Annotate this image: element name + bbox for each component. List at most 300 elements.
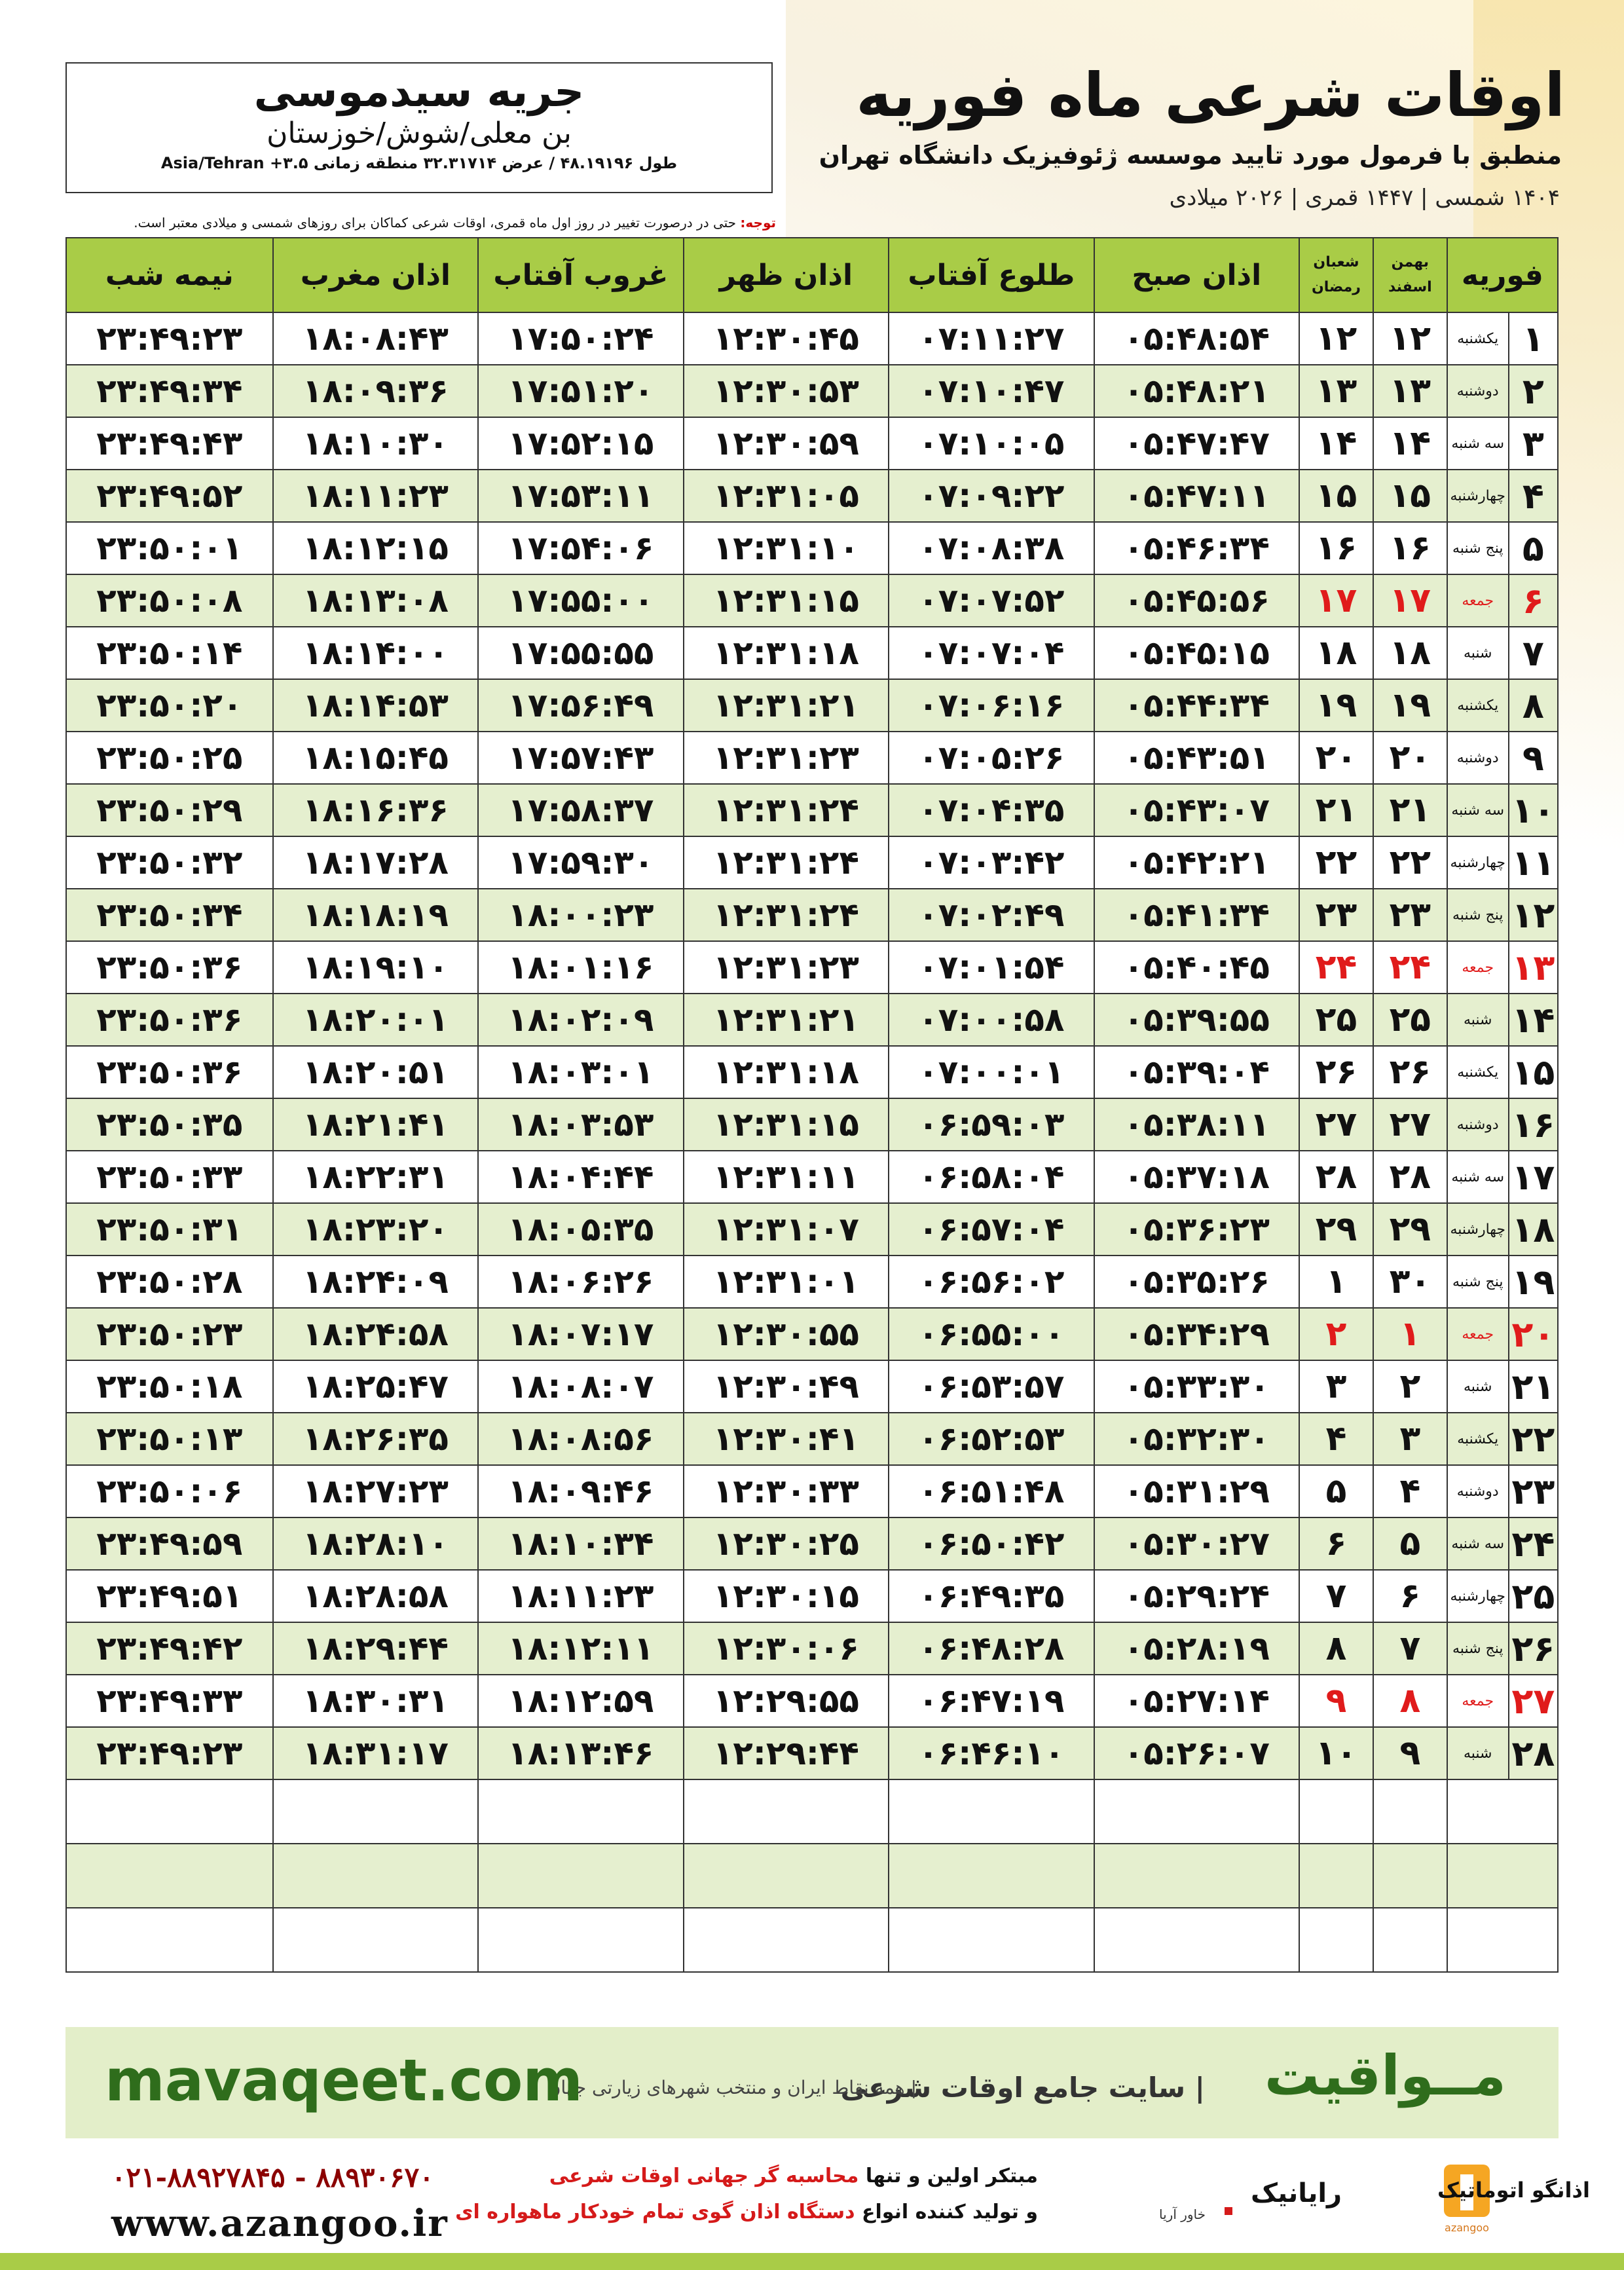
table-row <box>66 994 1558 1046</box>
shamsi-day: ۲۵ <box>1373 994 1447 1046</box>
fajr-time: ۰۵:۴۴:۳۴ <box>1094 679 1299 732</box>
maghrib-time: ۱۸:۱۹:۱۰ <box>273 941 478 994</box>
dhuhr-time: ۱۲:۳۱:۱۸ <box>684 627 889 679</box>
fajr-time: ۰۵:۳۱:۲۹ <box>1094 1465 1299 1517</box>
day-number: ۱۱ <box>1509 836 1558 889</box>
fajr-time: ۰۵:۴۵:۱۵ <box>1094 627 1299 679</box>
sunset-time: ۱۸:۱۳:۴۶ <box>478 1727 683 1779</box>
shamsi-day: ۱۲ <box>1373 312 1447 365</box>
day-number: ۲۶ <box>1509 1622 1558 1675</box>
fajr-time: ۰۵:۴۰:۴۵ <box>1094 941 1299 994</box>
sunset-time: ۱۷:۵۱:۲۰ <box>478 365 683 417</box>
sunset-time: ۱۸:۰۷:۱۷ <box>478 1308 683 1360</box>
fajr-time: ۰۵:۳۹:۰۴ <box>1094 1046 1299 1098</box>
weekday: جمعه <box>1447 1308 1509 1360</box>
weekday: شنبه <box>1447 994 1509 1046</box>
weekday: پنج شنبه <box>1447 1622 1509 1675</box>
empty-cell <box>66 1908 273 1972</box>
day-number: ۱۵ <box>1509 1046 1558 1098</box>
sunset-time: ۱۸:۱۲:۱۱ <box>478 1622 683 1675</box>
table-row <box>66 627 1558 679</box>
weekday: شنبه <box>1447 1727 1509 1779</box>
maghrib-time: ۱۸:۲۴:۵۸ <box>273 1308 478 1360</box>
page-subtitle: منطبق با فرمول مورد تایید موسسه ژئوفیزیک دانشگاه تهران <box>819 141 1562 170</box>
azangoo-logo-text: اذانگو اتوماتیک <box>1437 2178 1590 2203</box>
day-number: ۹ <box>1509 732 1558 784</box>
table-row <box>66 1622 1558 1675</box>
weekday: جمعه <box>1447 574 1509 627</box>
day-number: ۲ <box>1509 365 1558 417</box>
day-number: ۲۲ <box>1509 1413 1558 1465</box>
empty-cell <box>273 1779 478 1844</box>
maghrib-time: ۱۸:۲۵:۴۷ <box>273 1360 478 1413</box>
header-fajr: اذان صبح <box>1094 238 1299 312</box>
sunrise-time: ۰۷:۰۵:۲۶ <box>889 732 1094 784</box>
sunrise-time: ۰۶:۵۹:۰۳ <box>889 1098 1094 1151</box>
qamari-day: ۸ <box>1299 1622 1373 1675</box>
sunrise-time: ۰۶:۴۸:۲۸ <box>889 1622 1094 1675</box>
sunrise-time: ۰۷:۰۴:۳۵ <box>889 784 1094 836</box>
shamsi-day: ۲۹ <box>1373 1203 1447 1256</box>
location-name: جریه سیدموسی <box>253 68 585 117</box>
fajr-time: ۰۵:۴۳:۵۱ <box>1094 732 1299 784</box>
weekday: چهارشنبه <box>1447 1570 1509 1622</box>
fajr-time: ۰۵:۲۸:۱۹ <box>1094 1622 1299 1675</box>
fajr-time: ۰۵:۴۳:۰۷ <box>1094 784 1299 836</box>
empty-cell <box>684 1908 889 1972</box>
dhuhr-time: ۱۲:۳۰:۴۵ <box>684 312 889 365</box>
header-midnight: نیمه شب <box>66 238 273 312</box>
shamsi-day: ۶ <box>1373 1570 1447 1622</box>
dhuhr-time: ۱۲:۳۰:۵۹ <box>684 417 889 470</box>
day-number: ۱۷ <box>1509 1151 1558 1203</box>
sunrise-time: ۰۶:۵۷:۰۴ <box>889 1203 1094 1256</box>
midnight-time: ۲۳:۵۰:۳۲ <box>66 836 273 889</box>
day-number: ۱۴ <box>1509 994 1558 1046</box>
dhuhr-time: ۱۲:۳۱:۲۴ <box>684 836 889 889</box>
sunrise-time: ۰۷:۰۳:۴۲ <box>889 836 1094 889</box>
empty-cell <box>1447 1844 1558 1908</box>
dhuhr-time: ۱۲:۳۰:۰۶ <box>684 1622 889 1675</box>
sunrise-time: ۰۶:۴۶:۱۰ <box>889 1727 1094 1779</box>
shamsi-day: ۱۳ <box>1373 365 1447 417</box>
weekday: پنج شنبه <box>1447 1256 1509 1308</box>
sunset-time: ۱۷:۵۴:۰۶ <box>478 522 683 574</box>
qamari-day: ۲ <box>1299 1308 1373 1360</box>
qamari-day: ۱۲ <box>1299 312 1373 365</box>
sunrise-time: ۰۷:۰۹:۲۲ <box>889 470 1094 522</box>
location-coords: طول ۴۸.۱۹۱۹۶ / عرض ۳۲.۳۱۷۱۴ منطقه زمانی ۳.۵+ Asia/Tehran <box>160 154 678 172</box>
table-row <box>66 941 1558 994</box>
weekday: چهارشنبه <box>1447 1203 1509 1256</box>
empty-cell <box>1373 1908 1447 1972</box>
day-number: ۱۸ <box>1509 1203 1558 1256</box>
sunset-time: ۱۸:۰۳:۵۳ <box>478 1098 683 1151</box>
empty-cell <box>1094 1844 1299 1908</box>
dhuhr-time: ۱۲:۳۱:۲۳ <box>684 941 889 994</box>
maghrib-time: ۱۸:۲۰:۰۱ <box>273 994 478 1046</box>
qamari-day: ۵ <box>1299 1465 1373 1517</box>
sunset-time: ۱۸:۰۳:۰۱ <box>478 1046 683 1098</box>
sunset-time: ۱۸:۰۵:۳۵ <box>478 1203 683 1256</box>
phone-numbers: ۰۲۱-۸۸۹۲۷۸۴۵ - ۸۸۹۳۰۶۷۰ <box>111 2161 434 2193</box>
calendar-years: ۱۴۰۴ شمسی | ۱۴۴۷ قمری | ۲۰۲۶ میلادی <box>1169 185 1560 211</box>
advert-line-1-text: مبتکر اولین و تنها <box>858 2165 1038 2187</box>
sunset-time: ۱۸:۱۰:۳۴ <box>478 1517 683 1570</box>
sunrise-time: ۰۷:۱۰:۰۵ <box>889 417 1094 470</box>
header-shamsi <box>1373 238 1447 312</box>
shamsi-day: ۱۴ <box>1373 417 1447 470</box>
empty-cell <box>1299 1844 1373 1908</box>
empty-cell <box>1373 1779 1447 1844</box>
empty-cell <box>684 1779 889 1844</box>
maghrib-time: ۱۸:۱۸:۱۹ <box>273 889 478 941</box>
shamsi-day: ۷ <box>1373 1622 1447 1675</box>
weekday: یکشنبه <box>1447 1046 1509 1098</box>
empty-cell <box>1094 1779 1299 1844</box>
weekday: جمعه <box>1447 941 1509 994</box>
header-dhuhr: اذان ظهر <box>684 238 889 312</box>
maghrib-time: ۱۸:۳۰:۳۱ <box>273 1675 478 1727</box>
shamsi-day: ۲ <box>1373 1360 1447 1413</box>
midnight-time: ۲۳:۵۰:۲۵ <box>66 732 273 784</box>
location-box <box>65 62 773 193</box>
table-row <box>66 417 1558 470</box>
midnight-time: ۲۳:۴۹:۵۹ <box>66 1517 273 1570</box>
empty-cell <box>1094 1908 1299 1972</box>
shamsi-day: ۱۷ <box>1373 574 1447 627</box>
dhuhr-time: ۱۲:۳۱:۰۷ <box>684 1203 889 1256</box>
weekday: یکشنبه <box>1447 312 1509 365</box>
maghrib-time: ۱۸:۱۰:۳۰ <box>273 417 478 470</box>
header-qamari <box>1299 238 1373 312</box>
sunset-time: ۱۸:۰۸:۰۷ <box>478 1360 683 1413</box>
dhuhr-time: ۱۲:۳۱:۰۱ <box>684 1256 889 1308</box>
table-row <box>66 1151 1558 1203</box>
day-number: ۲۷ <box>1509 1675 1558 1727</box>
brand-slogan-secondary: | همه نقاط ایران و منتخب شهرهای زیارتی جهان <box>547 2077 917 2098</box>
qamari-day: ۷ <box>1299 1570 1373 1622</box>
dhuhr-time: ۱۲:۳۱:۱۵ <box>684 1098 889 1151</box>
day-number: ۱۲ <box>1509 889 1558 941</box>
sunrise-time: ۰۷:۰۶:۱۶ <box>889 679 1094 732</box>
header-maghrib: اذان مغرب <box>273 238 478 312</box>
sunset-time: ۱۷:۵۹:۳۰ <box>478 836 683 889</box>
shamsi-day: ۲۰ <box>1373 732 1447 784</box>
qamari-day: ۴ <box>1299 1413 1373 1465</box>
dhuhr-time: ۱۲:۳۱:۲۳ <box>684 732 889 784</box>
table-row <box>66 470 1558 522</box>
dhuhr-time: ۱۲:۳۱:۱۰ <box>684 522 889 574</box>
empty-cell <box>1299 1779 1373 1844</box>
shamsi-day: ۱۶ <box>1373 522 1447 574</box>
weekday: دوشنبه <box>1447 732 1509 784</box>
table-row <box>66 522 1558 574</box>
fajr-time: ۰۵:۴۷:۱۱ <box>1094 470 1299 522</box>
table-row <box>66 1360 1558 1413</box>
qamari-day: ۱ <box>1299 1256 1373 1308</box>
empty-cell <box>1447 1779 1558 1844</box>
sunset-time: ۱۷:۵۷:۴۳ <box>478 732 683 784</box>
weekday: پنج شنبه <box>1447 522 1509 574</box>
azangoo-logo <box>1283 2158 1590 2237</box>
day-number: ۶ <box>1509 574 1558 627</box>
dhuhr-time: ۱۲:۳۰:۱۵ <box>684 1570 889 1622</box>
sunset-time: ۱۸:۰۴:۴۴ <box>478 1151 683 1203</box>
midnight-time: ۲۳:۴۹:۳۴ <box>66 365 273 417</box>
midnight-time: ۲۳:۵۰:۲۳ <box>66 1308 273 1360</box>
fajr-time: ۰۵:۴۶:۳۴ <box>1094 522 1299 574</box>
fajr-time: ۰۵:۳۶:۲۳ <box>1094 1203 1299 1256</box>
midnight-time: ۲۳:۵۰:۳۶ <box>66 1046 273 1098</box>
weekday: یکشنبه <box>1447 1413 1509 1465</box>
sunset-time: ۱۸:۰۱:۱۶ <box>478 941 683 994</box>
fajr-time: ۰۵:۴۵:۵۶ <box>1094 574 1299 627</box>
midnight-time: ۲۳:۵۰:۳۴ <box>66 889 273 941</box>
day-number: ۱۶ <box>1509 1098 1558 1151</box>
fajr-time: ۰۵:۴۷:۴۷ <box>1094 417 1299 470</box>
azangoo-logo-sub: azangoo <box>1445 2222 1489 2234</box>
empty-row <box>66 1779 1558 1844</box>
sunset-time: ۱۸:۱۱:۲۳ <box>478 1570 683 1622</box>
maghrib-time: ۱۸:۱۶:۳۶ <box>273 784 478 836</box>
day-number: ۷ <box>1509 627 1558 679</box>
day-number: ۲۱ <box>1509 1360 1558 1413</box>
sunset-time: ۱۸:۱۲:۵۹ <box>478 1675 683 1727</box>
weekday: دوشنبه <box>1447 365 1509 417</box>
day-number: ۱۰ <box>1509 784 1558 836</box>
day-number: ۵ <box>1509 522 1558 574</box>
brand-logo-text: مــواقیت <box>1264 2043 1506 2108</box>
shamsi-day: ۱۸ <box>1373 627 1447 679</box>
empty-cell <box>66 1779 273 1844</box>
empty-cell <box>1447 1908 1558 1972</box>
dhuhr-time: ۱۲:۳۰:۵۵ <box>684 1308 889 1360</box>
midnight-time: ۲۳:۵۰:۰۶ <box>66 1465 273 1517</box>
sunrise-time: ۰۷:۰۰:۵۸ <box>889 994 1094 1046</box>
shamsi-day: ۵ <box>1373 1517 1447 1570</box>
shamsi-day: ۹ <box>1373 1727 1447 1779</box>
maghrib-time: ۱۸:۲۸:۱۰ <box>273 1517 478 1570</box>
rayanik-logo-text: رایانیک <box>1251 2178 1342 2208</box>
dhuhr-time: ۱۲:۳۰:۲۵ <box>684 1517 889 1570</box>
fajr-time: ۰۵:۲۹:۲۴ <box>1094 1570 1299 1622</box>
empty-cell <box>889 1908 1094 1972</box>
maghrib-time: ۱۸:۲۳:۲۰ <box>273 1203 478 1256</box>
midnight-time: ۲۳:۵۰:۲۰ <box>66 679 273 732</box>
advert-line-2-highlight: دستگاه اذان گوی تمام خودکار ماهواره ای <box>455 2201 855 2223</box>
sunrise-time: ۰۶:۵۸:۰۴ <box>889 1151 1094 1203</box>
table-header-row <box>66 238 1558 312</box>
fajr-time: ۰۵:۲۷:۱۴ <box>1094 1675 1299 1727</box>
fajr-time: ۰۵:۳۴:۲۹ <box>1094 1308 1299 1360</box>
sunrise-time: ۰۶:۵۱:۴۸ <box>889 1465 1094 1517</box>
qamari-day: ۲۰ <box>1299 732 1373 784</box>
maghrib-time: ۱۸:۲۸:۵۸ <box>273 1570 478 1622</box>
table-row <box>66 1675 1558 1727</box>
qamari-day: ۲۷ <box>1299 1098 1373 1151</box>
note-label: توجه: <box>740 215 776 231</box>
table-row <box>66 1517 1558 1570</box>
empty-row <box>66 1908 1558 1972</box>
note-text: حتی در درصورت تغییر در روز اول ماه قمری، اوقات شرعی کماکان برای روزهای شمسی و میلادی معتبر است. <box>134 215 741 231</box>
sunrise-time: ۰۷:۱۱:۲۷ <box>889 312 1094 365</box>
empty-cell <box>273 1908 478 1972</box>
sunrise-time: ۰۷:۱۰:۴۷ <box>889 365 1094 417</box>
shamsi-day: ۸ <box>1373 1675 1447 1727</box>
rayanik-logo <box>1113 2161 1342 2233</box>
midnight-time: ۲۳:۵۰:۰۸ <box>66 574 273 627</box>
header-sunrise: طلوع آفتاب <box>889 238 1094 312</box>
qamari-day: ۲۴ <box>1299 941 1373 994</box>
midnight-time: ۲۳:۵۰:۰۱ <box>66 522 273 574</box>
midnight-time: ۲۳:۵۰:۱۸ <box>66 1360 273 1413</box>
dhuhr-time: ۱۲:۳۱:۲۱ <box>684 679 889 732</box>
qamari-day: ۲۲ <box>1299 836 1373 889</box>
maghrib-time: ۱۸:۱۴:۵۳ <box>273 679 478 732</box>
shamsi-day: ۳ <box>1373 1413 1447 1465</box>
shamsi-day: ۲۷ <box>1373 1098 1447 1151</box>
sunrise-time: ۰۶:۴۹:۳۵ <box>889 1570 1094 1622</box>
sunset-time: ۱۸:۰۹:۴۶ <box>478 1465 683 1517</box>
header-qamari-bottom: رمضان <box>1311 279 1361 295</box>
maghrib-time: ۱۸:۰۹:۳۶ <box>273 365 478 417</box>
sunset-time: ۱۷:۵۰:۲۴ <box>478 312 683 365</box>
fajr-time: ۰۵:۴۲:۲۱ <box>1094 836 1299 889</box>
day-number: ۱۳ <box>1509 941 1558 994</box>
weekday: سه شنبه <box>1447 784 1509 836</box>
midnight-time: ۲۳:۵۰:۲۸ <box>66 1256 273 1308</box>
dhuhr-time: ۱۲:۳۱:۱۸ <box>684 1046 889 1098</box>
sunrise-time: ۰۷:۰۷:۵۲ <box>889 574 1094 627</box>
weekday: چهارشنبه <box>1447 836 1509 889</box>
header-month: فوریه <box>1447 238 1558 312</box>
sunset-time: ۱۸:۰۶:۲۶ <box>478 1256 683 1308</box>
header-shamsi-top: بهمن <box>1391 254 1429 270</box>
rayanik-logo-sub: خاور آریا <box>1159 2206 1206 2222</box>
weekday: پنج شنبه <box>1447 889 1509 941</box>
maghrib-time: ۱۸:۲۷:۲۳ <box>273 1465 478 1517</box>
weekday: چهارشنبه <box>1447 470 1509 522</box>
midnight-time: ۲۳:۵۰:۱۳ <box>66 1413 273 1465</box>
sunrise-time: ۰۷:۰۸:۳۸ <box>889 522 1094 574</box>
fajr-time: ۰۵:۳۲:۳۰ <box>1094 1413 1299 1465</box>
qamari-day: ۱۰ <box>1299 1727 1373 1779</box>
dhuhr-time: ۱۲:۲۹:۵۵ <box>684 1675 889 1727</box>
maghrib-time: ۱۸:۲۶:۳۵ <box>273 1413 478 1465</box>
maghrib-time: ۱۸:۱۳:۰۸ <box>273 574 478 627</box>
sunset-time: ۱۸:۰۰:۲۳ <box>478 889 683 941</box>
shamsi-day: ۳۰ <box>1373 1256 1447 1308</box>
table-body <box>66 312 1558 1972</box>
shamsi-day: ۱ <box>1373 1308 1447 1360</box>
shamsi-day: ۱۵ <box>1373 470 1447 522</box>
midnight-time: ۲۳:۵۰:۳۱ <box>66 1203 273 1256</box>
azangoo-website-link[interactable]: www.azangoo.ir <box>111 2202 449 2245</box>
sunrise-time: ۰۷:۰۱:۵۴ <box>889 941 1094 994</box>
table-row <box>66 1413 1558 1465</box>
weekday: سه شنبه <box>1447 1151 1509 1203</box>
midnight-time: ۲۳:۴۹:۵۱ <box>66 1570 273 1622</box>
midnight-time: ۲۳:۴۹:۲۳ <box>66 1727 273 1779</box>
weekday: دوشنبه <box>1447 1098 1509 1151</box>
day-number: ۱۹ <box>1509 1256 1558 1308</box>
sunset-time: ۱۷:۵۳:۱۱ <box>478 470 683 522</box>
sunset-time: ۱۷:۵۶:۴۹ <box>478 679 683 732</box>
fajr-time: ۰۵:۳۸:۱۱ <box>1094 1098 1299 1151</box>
qamari-day: ۲۱ <box>1299 784 1373 836</box>
midnight-time: ۲۳:۴۹:۳۳ <box>66 1675 273 1727</box>
day-number: ۲۴ <box>1509 1517 1558 1570</box>
note <box>134 215 776 231</box>
sunrise-time: ۰۷:۰۲:۴۹ <box>889 889 1094 941</box>
sunset-time: ۱۷:۵۲:۱۵ <box>478 417 683 470</box>
maghrib-time: ۱۸:۰۸:۴۳ <box>273 312 478 365</box>
qamari-day: ۱۶ <box>1299 522 1373 574</box>
table-row <box>66 1465 1558 1517</box>
dhuhr-time: ۱۲:۳۱:۲۱ <box>684 994 889 1046</box>
advert-line-1-highlight: محاسبه گر جهانی اوقات شرعی <box>549 2165 859 2187</box>
sunset-time: ۱۷:۵۸:۳۷ <box>478 784 683 836</box>
website-link[interactable]: mavaqeet.com <box>105 2047 583 2114</box>
midnight-time: ۲۳:۵۰:۳۶ <box>66 994 273 1046</box>
midnight-time: ۲۳:۴۹:۴۲ <box>66 1622 273 1675</box>
dhuhr-time: ۱۲:۳۰:۵۳ <box>684 365 889 417</box>
fajr-time: ۰۵:۴۱:۳۴ <box>1094 889 1299 941</box>
qamari-day: ۱۴ <box>1299 417 1373 470</box>
qamari-day: ۲۳ <box>1299 889 1373 941</box>
table-row <box>66 1046 1558 1098</box>
weekday: شنبه <box>1447 627 1509 679</box>
table-row <box>66 679 1558 732</box>
table-row <box>66 312 1558 365</box>
location-region: بن معلی/شوش/خوزستان <box>267 117 572 150</box>
maghrib-time: ۱۸:۲۱:۴۱ <box>273 1098 478 1151</box>
bottom-bar <box>0 2253 1624 2270</box>
midnight-time: ۲۳:۵۰:۳۳ <box>66 1151 273 1203</box>
empty-cell <box>1299 1908 1373 1972</box>
maghrib-time: ۱۸:۲۴:۰۹ <box>273 1256 478 1308</box>
maghrib-time: ۱۸:۱۵:۴۵ <box>273 732 478 784</box>
day-number: ۱ <box>1509 312 1558 365</box>
advert-line-2-text: و تولید کننده انواع <box>855 2201 1038 2223</box>
fajr-time: ۰۵:۲۶:۰۷ <box>1094 1727 1299 1779</box>
table-row <box>66 784 1558 836</box>
qamari-day: ۹ <box>1299 1675 1373 1727</box>
fajr-time: ۰۵:۳۵:۲۶ <box>1094 1256 1299 1308</box>
shamsi-day: ۱۹ <box>1373 679 1447 732</box>
empty-cell <box>1373 1844 1447 1908</box>
dhuhr-time: ۱۲:۲۹:۴۴ <box>684 1727 889 1779</box>
footer-banner <box>65 2027 1559 2138</box>
maghrib-time: ۱۸:۲۲:۳۱ <box>273 1151 478 1203</box>
sunrise-time: ۰۶:۵۶:۰۲ <box>889 1256 1094 1308</box>
day-number: ۳ <box>1509 417 1558 470</box>
empty-cell <box>684 1844 889 1908</box>
qamari-day: ۱۵ <box>1299 470 1373 522</box>
page-title: اوقات شرعی ماه فوریه <box>856 60 1565 130</box>
day-number: ۲۵ <box>1509 1570 1558 1622</box>
midnight-time: ۲۳:۴۹:۵۲ <box>66 470 273 522</box>
qamari-day: ۱۸ <box>1299 627 1373 679</box>
brand-slogan: | سایت جامع اوقات شرعی <box>840 2072 1205 2104</box>
qamari-day: ۳ <box>1299 1360 1373 1413</box>
table-row <box>66 1727 1558 1779</box>
day-number: ۲۳ <box>1509 1465 1558 1517</box>
weekday: جمعه <box>1447 1675 1509 1727</box>
weekday: دوشنبه <box>1447 1465 1509 1517</box>
shamsi-day: ۲۶ <box>1373 1046 1447 1098</box>
